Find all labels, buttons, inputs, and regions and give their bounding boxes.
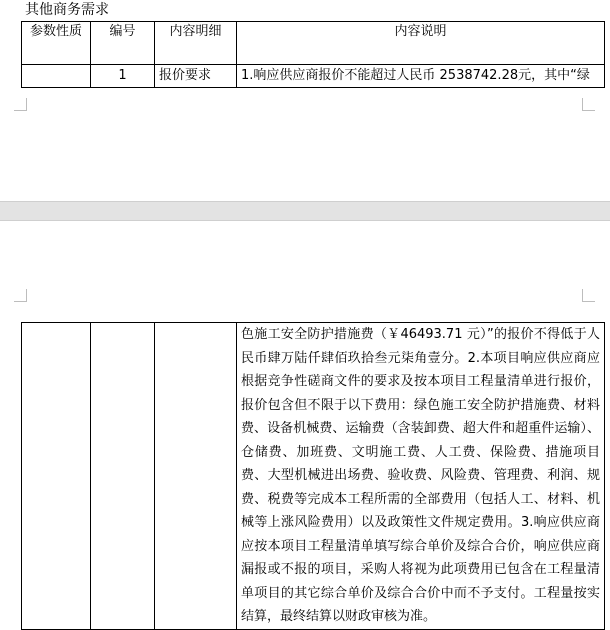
cell-detail: 报价要求 (155, 65, 237, 88)
cell-param-type-cont (22, 323, 91, 630)
page-margin-mark-right-2 (582, 289, 595, 302)
header-param-type: 参数性质 (22, 22, 91, 65)
cell-description-continued: 色施工安全防护措施费（￥46493.71 元）”的报价不得低于人民币肆万陆仟肆佰玖拾叁元柒角壹分。2.本项目响应供应商应根据竞争性磋商文件的要求及按本项目工程量清单进行报价，报价包含但不限于以下费用：绿色施工安全防护措施费、材料费、设备机械费、运输费（含装卸费、超大件和超重件运输）、仓储费、加班费、文明施工费、人工费、保险费、措施项目费、大型机械进出场费、验收费、风险费、管理费、利润、规费、税费等完成本工程所需的全部费用（包括人工、材料、机械等上涨风险费用）以及政策性文件规定费用。3.响应供应商应按本项目工程量清单填写综合单价及综合合价，响应供应商漏报或不报的项目，采购人将视为此项费用已包含在工程量清单项目的其它综合单价及综合合价中而不予支付。工程量按实结算，最终结算以财政审核为准。 (237, 323, 605, 630)
cell-description-start: 1.响应供应商报价不能超过人民币 2538742.28元，其中“绿 (237, 65, 605, 88)
requirements-table (21, 21, 605, 88)
cell-detail-cont (155, 323, 237, 630)
table-header-row (22, 22, 605, 65)
cell-param-type (22, 65, 91, 88)
header-detail: 内容明细 (155, 22, 237, 65)
cell-number: 1 (91, 65, 155, 88)
section-title: 其他商务需求 (25, 2, 109, 18)
page-margin-mark-right (582, 98, 595, 111)
table-row (22, 65, 605, 88)
page-break-separator (0, 201, 610, 221)
page-margin-mark-left-2 (14, 289, 27, 302)
header-description: 内容说明 (237, 22, 605, 65)
table-row-continued (22, 323, 605, 630)
header-number: 编号 (91, 22, 155, 65)
requirements-table-continued (21, 322, 605, 630)
page-margin-mark-left (14, 98, 27, 111)
cell-number-cont (91, 323, 155, 630)
document-page-top (0, 0, 610, 201)
